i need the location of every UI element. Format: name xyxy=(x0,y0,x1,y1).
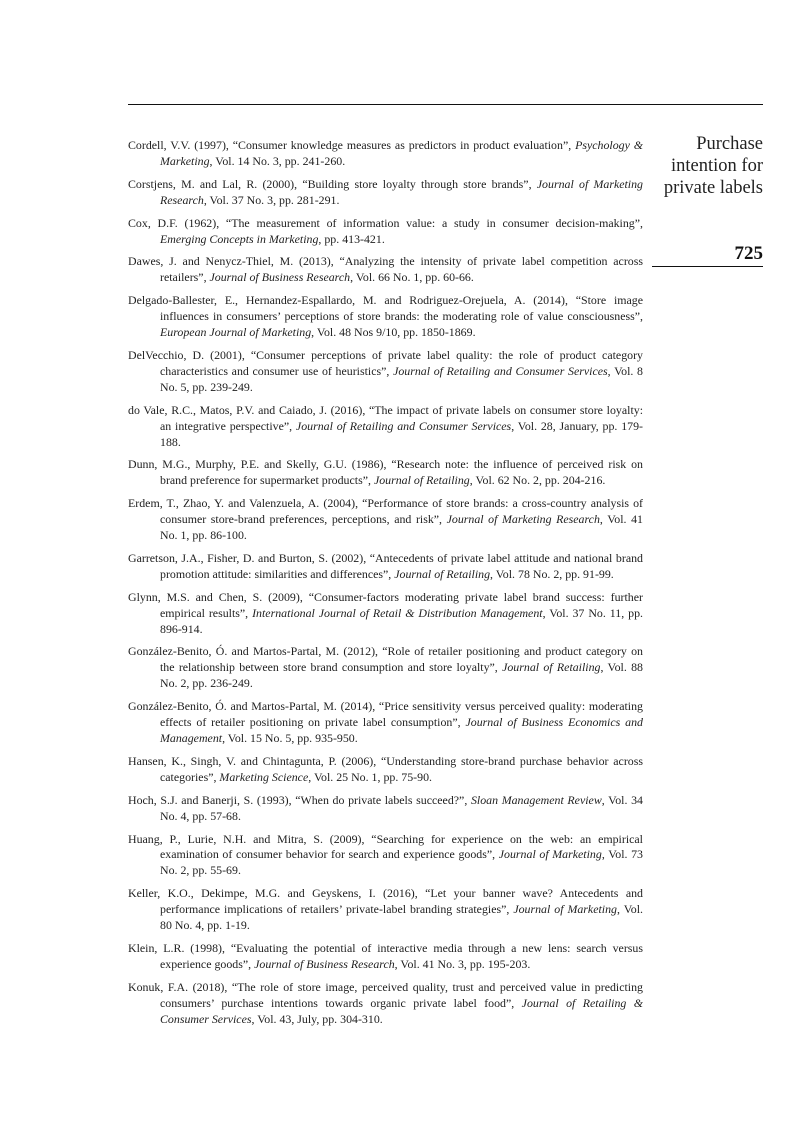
reference-entry xyxy=(128,254,643,286)
running-head-line: private labels xyxy=(663,178,763,198)
reference-entry xyxy=(128,590,643,638)
reference-details: , Vol. 15 No. 5, pp. 935-950. xyxy=(222,731,358,745)
reference-source: Journal of Retailing xyxy=(502,660,601,675)
reference-text: Dawes, J. and Nenycz-Thiel, M. (2013), “Analyzing the intensity of private label competition across retailers”, xyxy=(128,254,643,285)
reference-details: , Vol. 41 No. 3, pp. 195-203. xyxy=(394,956,531,971)
reference-details: , Vol. 37 No. 11, pp. 896-914. xyxy=(160,605,643,636)
reference-text: Garretson, J.A., Fisher, D. and Burton, S. (2002), “Antecedents of private label attitude and national brand promotion attitude: similarities and differences”, xyxy=(128,550,643,581)
reference-details: , Vol. 25 No. 1, pp. 75-90. xyxy=(308,769,432,784)
reference-source: Journal of Retailing and Consumer Services xyxy=(393,363,608,378)
reference-source: Psychology & Marketing xyxy=(160,138,644,168)
reference-text: Hoch, S.J. and Banerji, S. (1993), “When do private labels succeed?”, xyxy=(128,792,471,807)
reference-entry xyxy=(128,403,643,451)
reference-entry xyxy=(128,644,643,692)
reference-source: Journal of Retailing & Consumer Services xyxy=(160,995,643,1026)
reference-text: Erdem, T., Zhao, Y. and Valenzuela, A. (2004), “Performance of store brands: a cross-country analysis of consumer store-brand preferences, perceptions, and risk”, xyxy=(128,496,643,527)
reference-details: , Vol. 41 No. 1, pp. 86-100. xyxy=(160,512,643,543)
reference-entry xyxy=(128,551,643,583)
reference-details: , Vol. 62 No. 2, pp. 204-216. xyxy=(469,473,606,488)
running-head-line: Purchase xyxy=(696,134,763,154)
reference-details: , Vol. 8 No. 5, pp. 239-249. xyxy=(160,363,643,394)
reference-entry xyxy=(128,216,643,248)
reference-text: Huang, P., Lurie, N.H. and Mitra, S. (2009), “Searching for experience on the web: an empirical examination of consumer behavior for search and experience goods”, xyxy=(128,831,643,862)
reference-details: , Vol. 80 No. 4, pp. 1-19. xyxy=(160,902,643,933)
reference-details: , pp. 413-421. xyxy=(318,231,385,246)
reference-details: , Vol. 43, July, pp. 304-310. xyxy=(251,1011,383,1026)
reference-text: Keller, K.O., Dekimpe, M.G. and Geyskens, I. (2016), “Let your banner wave? Antecedents and performance implications of retailers’ private-label branding strategies”, xyxy=(128,886,643,917)
reference-text: Cox, D.F. (1962), “The measurement of information value: a study in consumer decision-making”, xyxy=(128,215,643,230)
reference-details: , Vol. 88 No. 2, pp. 236-249. xyxy=(160,660,644,691)
reference-source: Journal of Retailing and Consumer Services xyxy=(295,418,512,433)
reference-details: , Vol. 37 No. 3, pp. 281-291. xyxy=(203,192,340,207)
reference-list xyxy=(128,138,643,1035)
reference-source: Marketing Science xyxy=(219,769,309,784)
reference-entry xyxy=(128,886,643,934)
reference-entry xyxy=(128,699,643,747)
reference-text: Cordell, V.V. (1997), “Consumer knowledge measures as predictors in product evaluation”, xyxy=(128,138,576,152)
reference-text: Dunn, M.G., Murphy, P.E. and Skelly, G.U. (1986), “Research note: the influence of perceived risk on brand preference for supermarket products”, xyxy=(128,457,643,488)
running-head-line: intention for xyxy=(671,156,763,176)
reference-entry xyxy=(128,177,643,209)
reference-source: Journal of Marketing xyxy=(498,847,602,862)
reference-entry xyxy=(128,832,643,880)
reference-source: Journal of Marketing Research xyxy=(160,176,643,207)
reference-details: , Vol. 66 No. 1, pp. 60-66. xyxy=(350,270,474,285)
reference-text: DelVecchio, D. (2001), “Consumer perceptions of private label quality: the role of product category characteristics and consumer use of heuristics”, xyxy=(128,347,643,378)
reference-details: , Vol. 78 No. 2, pp. 91-99. xyxy=(490,566,614,581)
reference-entry xyxy=(128,138,643,170)
reference-source: Journal of Marketing xyxy=(513,902,617,917)
reference-entry xyxy=(128,941,643,973)
reference-text: Hansen, K., Singh, V. and Chintagunta, P. (2006), “Understanding store-brand purchase behavior across categories”, xyxy=(128,753,643,784)
reference-entry xyxy=(128,348,643,396)
reference-source: Journal of Retailing xyxy=(373,473,470,488)
reference-details: , Vol. 48 Nos 9/10, pp. 1850-1869. xyxy=(311,325,476,340)
reference-text: González-Benito, Ó. and Martos-Partal, M. (2012), “Role of retailer positioning and product category on the relationship between store brand consumption and store loyalty”, xyxy=(128,644,643,675)
reference-entry xyxy=(128,754,643,786)
reference-source: Journal of Retailing xyxy=(394,566,491,581)
reference-source: Journal of Business Research xyxy=(254,956,395,971)
reference-text: Corstjens, M. and Lal, R. (2000), “Building store loyalty through store brands”, xyxy=(128,176,537,191)
reference-source: Journal of Business Research xyxy=(209,270,351,285)
reference-text: González-Benito, Ó. and Martos-Partal, M. (2014), “Price sensitivity versus perceived quality: moderating effects of retailer positioning on private label consumption”, xyxy=(128,699,643,730)
reference-source: European Journal of Marketing xyxy=(160,325,312,340)
reference-entry xyxy=(128,793,643,825)
reference-entry xyxy=(128,457,643,489)
reference-text: Glynn, M.S. and Chen, S. (2009), “Consumer-factors moderating private label brand success: further empirical results”, xyxy=(128,589,643,620)
reference-details: , Vol. 73 No. 2, pp. 55-69. xyxy=(160,847,644,878)
reference-entry xyxy=(128,293,643,341)
page-number: 725 xyxy=(734,243,763,264)
running-head xyxy=(652,133,763,199)
reference-entry xyxy=(128,980,643,1028)
reference-text: Konuk, F.A. (2018), “The role of store image, perceived quality, trust and perceived value in predicting consumers’ purchase intentions towards organic private label food”, xyxy=(128,979,643,1010)
reference-source: Journal of Business Economics and Management xyxy=(160,715,643,745)
reference-source: Sloan Management Review xyxy=(470,792,602,807)
reference-source: International Journal of Retail & Distribution Management xyxy=(252,605,543,620)
reference-text: do Vale, R.C., Matos, P.V. and Caiado, J. (2016), “The impact of private labels on consumer store loyalty: an integrative perspective”, xyxy=(128,402,643,433)
header-rule xyxy=(128,104,763,105)
reference-details: , Vol. 34 No. 4, pp. 57-68. xyxy=(160,792,643,823)
reference-details: , Vol. 14 No. 3, pp. 241-260. xyxy=(209,153,346,168)
page-number-rule xyxy=(652,266,763,267)
reference-source: Journal of Marketing Research xyxy=(446,512,600,527)
reference-entry xyxy=(128,496,643,544)
reference-source: Emerging Concepts in Marketing xyxy=(160,231,319,246)
reference-text: Klein, L.R. (1998), “Evaluating the potential of interactive media through a new lens: search versus experience goods”, xyxy=(128,940,643,971)
reference-text: Delgado-Ballester, E., Hernandez-Espallardo, M. and Rodriguez-Orejuela, A. (2014), “Store image influences in consumers’ perceptions of store brands: the moderating role of value consciousness”, xyxy=(128,293,643,324)
reference-details: , Vol. 28, January, pp. 179-188. xyxy=(160,418,644,449)
